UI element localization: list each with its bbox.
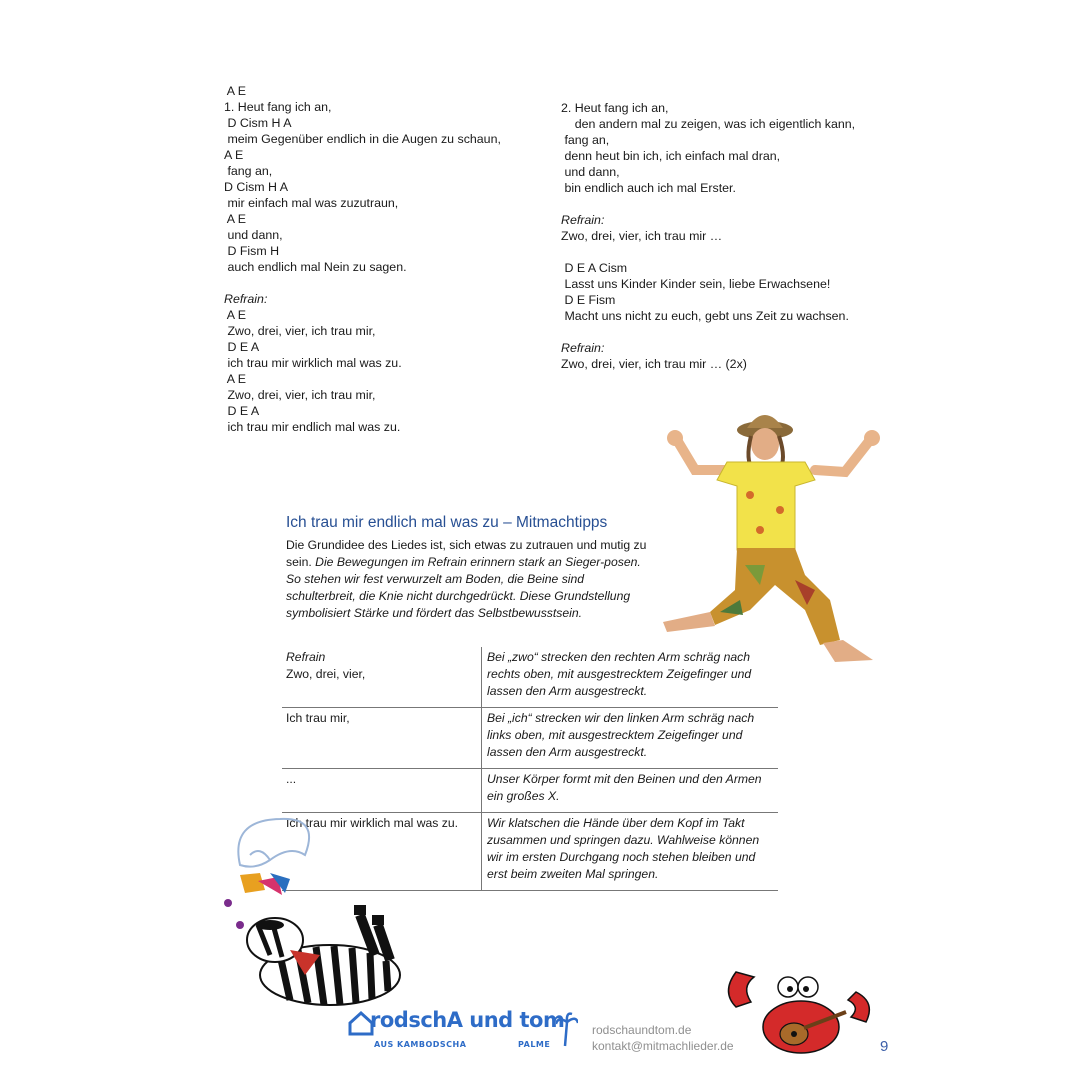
lyric-line: 2. Heut fang ich an, — [561, 101, 669, 115]
crab-illustration — [716, 962, 880, 1062]
lyric-line: Macht uns nicht zu euch, gebt uns Zeit zu wachsen. — [561, 309, 849, 323]
action-cell: Bei „ich“ strecken wir den linken Arm schräg nach links oben, mit ausgestrecktem Zeigefinger und lassen den Arm ausgestreckt. — [481, 708, 778, 768]
logo-subtitle-right: PALME — [518, 1040, 551, 1049]
lyric-line: D Cism H A — [224, 180, 289, 194]
lyric-line: und dann, — [561, 165, 620, 179]
lyric-line: A E — [224, 84, 247, 98]
lyric-line: ich trau mir endlich mal was zu. — [224, 420, 401, 434]
lyric-line: bin endlich auch ich mal Erster. — [561, 181, 736, 195]
logo-wordmark: rodschA und tom — [370, 1008, 565, 1032]
action-cell: Wir klatschen die Hände über dem Kopf im Takt zusammen und springen dazu. Wahlweise können wir im ersten Durchgang noch stehen bleiben und erst beim zweiten Mal springen. — [481, 813, 778, 890]
brand-logo — [348, 1008, 578, 1056]
lyric-line: 1. Heut fang ich an, — [224, 100, 332, 114]
contact-info — [592, 1022, 734, 1054]
lyric-line: A E — [224, 148, 244, 162]
lyric-line: auch endlich mal Nein zu sagen. — [224, 260, 407, 274]
lyric-cell: ... — [286, 772, 297, 786]
tips-intro-italic: Die Bewegungen im Refrain erinnern stark an Sieger-posen. So stehen wir fest verwurzelt am Boden, die Beine sind schulterbreit, die Knie nicht durchgedrückt. Diese Grundstellung symbolisiert Stärke und fördert das Selbstbewusstsein. — [286, 555, 641, 620]
palm-tree-icon — [556, 1012, 578, 1048]
email-link[interactable]: kontakt@mitmachlieder.de — [592, 1039, 734, 1053]
table-row — [282, 769, 778, 813]
logo-subtitle: AUS KAMBODSCHA — [374, 1040, 467, 1049]
lyric-line: Zwo, drei, vier, ich trau mir, — [224, 324, 376, 338]
page-number: 9 — [880, 1038, 889, 1055]
table-row — [282, 708, 778, 769]
website-link[interactable]: rodschaundtom.de — [592, 1023, 692, 1037]
lyric-line: D Cism H A — [224, 116, 292, 130]
lyric-line: D E A — [224, 404, 260, 418]
lyric-line: fang an, — [561, 133, 610, 147]
action-cell: Unser Körper formt mit den Beinen und den Armen ein großes X. — [481, 769, 778, 812]
refrain-label: Refrain — [286, 650, 326, 664]
lyric-line: fang an, — [224, 164, 273, 178]
tips-title: Ich trau mir endlich mal was zu – Mitmachtipps — [286, 514, 608, 531]
tips-intro — [286, 537, 648, 622]
lyric-line: A E — [224, 372, 247, 386]
lyric-line: ich trau mir wirklich mal was zu. — [224, 356, 402, 370]
lyric-line: meim Gegenüber endlich in die Augen zu schaun, — [224, 132, 501, 146]
jumping-performer-image — [655, 400, 885, 680]
lyric-line: und dann, — [224, 228, 283, 242]
lyric-cell: Ich trau mir wirklich mal was zu. — [286, 816, 459, 830]
lyric-line: D E A — [224, 340, 260, 354]
lyric-line: A E — [224, 308, 247, 322]
lyric-line: denn heut bin ich, ich einfach mal dran, — [561, 149, 781, 163]
lyric-line: Zwo, drei, vier, ich trau mir … (2x) — [561, 357, 747, 371]
lyric-text: Zwo, drei, vier, — [286, 667, 366, 681]
zebra-illustration — [210, 815, 410, 1025]
lyric-line: Zwo, drei, vier, ich trau mir, — [224, 388, 376, 402]
lyric-line: Lasst uns Kinder Kinder sein, liebe Erwachsene! — [561, 277, 831, 291]
refrain-label: Refrain: — [224, 292, 268, 306]
refrain-label: Refrain: — [561, 341, 605, 355]
lyric-line: D E Fism — [561, 293, 616, 307]
tips-intro-plain: Die Grundidee des Liedes ist, sich etwas zu zutrauen und mutig zu sein. — [286, 538, 647, 569]
lyric-line: den andern mal zu zeigen, was ich eigentlich kann, — [561, 117, 856, 131]
lyric-cell — [286, 649, 476, 683]
lyric-line: A E — [224, 212, 247, 226]
refrain-label: Refrain: — [561, 213, 605, 227]
lyric-cell: Ich trau mir, — [286, 711, 350, 725]
lyric-line: Zwo, drei, vier, ich trau mir … — [561, 229, 723, 243]
table-row — [282, 647, 778, 708]
lyric-line: D Fism H — [224, 244, 280, 258]
lyrics-left-column — [224, 83, 544, 435]
lyrics-right-column — [561, 100, 891, 372]
lyric-line: D E A Cism — [561, 261, 628, 275]
action-cell: Bei „zwo“ strecken den rechten Arm schräg nach rechts oben, mit ausgestrecktem Zeigefinger und lassen den Arm ausgestreckt. — [481, 647, 778, 707]
lyric-line: mir einfach mal was zuzutraun, — [224, 196, 399, 210]
